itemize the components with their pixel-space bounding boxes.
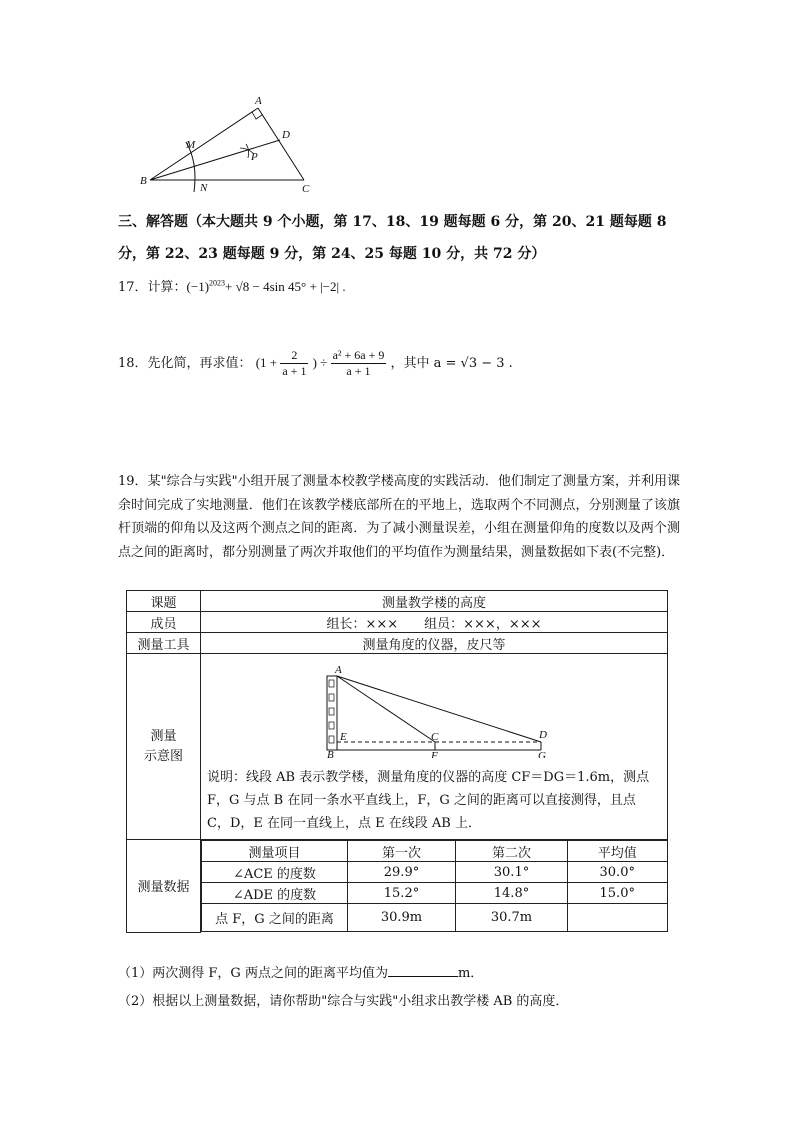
cell: 15.0° [568, 883, 668, 904]
diagram-cell [201, 654, 668, 840]
row-value-topic: 测量教学楼的高度 [201, 591, 668, 612]
segment-ba [150, 108, 258, 180]
table-row [202, 883, 668, 904]
diagram-label-a: A [335, 664, 342, 676]
diagram-label-d: D [539, 729, 547, 741]
right-angle-mark [252, 112, 262, 119]
header-average: 平均值 [568, 841, 668, 862]
cell: 30.1° [456, 862, 568, 883]
question-19-intro: 19．某"综合与实践"小组开展了测量本校教学楼高度的实践活动．他们制定了测量方案，并利用课余时间完成了实地测量．他们在该教学楼底部所在的平地上，选取两个不同测点，分别测量了该旗杆顶端的仰角以及这两个测点之间的距离．为了减小测量误差，小组在测量仰角的度数以及两个测点之间的距离时，都分别测量了两次并取他们的平均值作为测量结果，测量数据如下表(不完整)． [118, 474, 680, 560]
header-second: 第二次 [456, 841, 568, 862]
table-row [127, 633, 668, 654]
table-row [202, 904, 668, 932]
row-label-members: 成员 [127, 612, 201, 633]
cell: 29.9° [348, 862, 456, 883]
cell: 30.9m [348, 904, 456, 932]
diagram-note: 说明：线段 AB 表示教学楼，测量角度的仪器的高度 CF＝DG＝1.6m，测点 F，G 与点 B 在同一条水平直线上，F，G 之间的距离可以直接测得，且点 C，D，E 在同一直线上，点 E 在线段 AB 上． [207, 770, 650, 831]
q17-base: (−1) [186, 279, 210, 294]
table-row [127, 612, 668, 633]
arc-p1 [246, 144, 249, 158]
data-cell [201, 840, 668, 933]
q18-prefix: 18．先化简，再求值： [118, 356, 252, 371]
row-label-data: 测量数据 [127, 840, 201, 933]
cell: 30.0° [568, 862, 668, 883]
question-17 [118, 276, 346, 295]
label-b: B [140, 175, 147, 187]
cell: 14.8° [456, 883, 568, 904]
diagram-label-e: E [340, 731, 347, 743]
cell-empty [568, 904, 668, 932]
table-row [202, 862, 668, 883]
label-m: M [186, 139, 196, 151]
line-ad [337, 676, 541, 742]
label-p: P [251, 151, 258, 163]
data-table [201, 840, 668, 932]
q18-fraction-2: $\frac{\text{a² + 6a + 9}}{a + 1}$ [332, 348, 385, 378]
table-row [127, 654, 668, 840]
row-value-tools: 测量角度的仪器，皮尺等 [201, 633, 668, 654]
diagram-label-b: B [327, 749, 334, 758]
diagram-label-g: G [538, 750, 546, 758]
q17-prefix: 17．计算： [118, 280, 187, 295]
segment-ac [258, 108, 304, 180]
line-ac [337, 676, 435, 742]
building-diagram [319, 662, 549, 758]
cell: ∠ACE 的度数 [202, 862, 348, 883]
question-19-part-1: （1）两次测得 F，G 两点之间的距离平均值为 m． [118, 962, 483, 981]
cell: 30.7m [456, 904, 568, 932]
cell: 点 F，G 之间的距离 [202, 904, 348, 932]
row-label-topic: 课题 [127, 591, 201, 612]
question-19-part-2: （2）根据以上测量数据，请你帮助"综合与实践"小组求出教学楼 AB 的高度． [118, 994, 569, 1009]
table-row [127, 591, 668, 612]
label-n: N [200, 182, 208, 194]
label-a: A [255, 95, 262, 107]
row-value-members: 组长：××× 组员：×××，××× [201, 612, 668, 633]
row-label-diagram: 测量 示意图 [127, 654, 201, 840]
data-header-row [202, 841, 668, 862]
header-item: 测量项目 [202, 841, 348, 862]
table-row [127, 840, 668, 933]
question-18: 18．先化简，再求值： (1 + $\frac{2}{a + 1}$ ) ÷ $\frac{\text{a² + 6a + 9}}{a + 1}$ ，其中 a = √3 − 3 . [118, 348, 513, 378]
q18-fraction-1: $\frac{2}{a + 1}$ [282, 348, 307, 378]
diagram-label-f: F [431, 750, 438, 758]
cell: ∠ADE 的度数 [202, 883, 348, 904]
measurement-table [126, 590, 668, 933]
row-label-tools: 测量工具 [127, 633, 201, 654]
q17-rest: + √8 − 4sin 45° + |−2| . [225, 279, 346, 294]
header-first: 第一次 [348, 841, 456, 862]
diagram-label-c: C [431, 731, 439, 743]
answer-blank[interactable] [388, 963, 458, 977]
q17-exponent: 2023 [209, 278, 226, 288]
label-d: D [282, 129, 290, 141]
cell: 15.2° [348, 883, 456, 904]
triangle-figure [136, 92, 326, 196]
section-3-heading: 三、解答题（本大题共 9 个小题，第 17、18、19 题每题 6 分，第 20、21 题每题 8 分，第 22、23 题每题 9 分，第 24、25 每题 10 分，共 72 分） [118, 214, 667, 262]
q18-tail: ，其中 a = √3 − 3 . [390, 356, 513, 371]
segment-bd [150, 140, 280, 180]
label-c: C [302, 183, 310, 195]
